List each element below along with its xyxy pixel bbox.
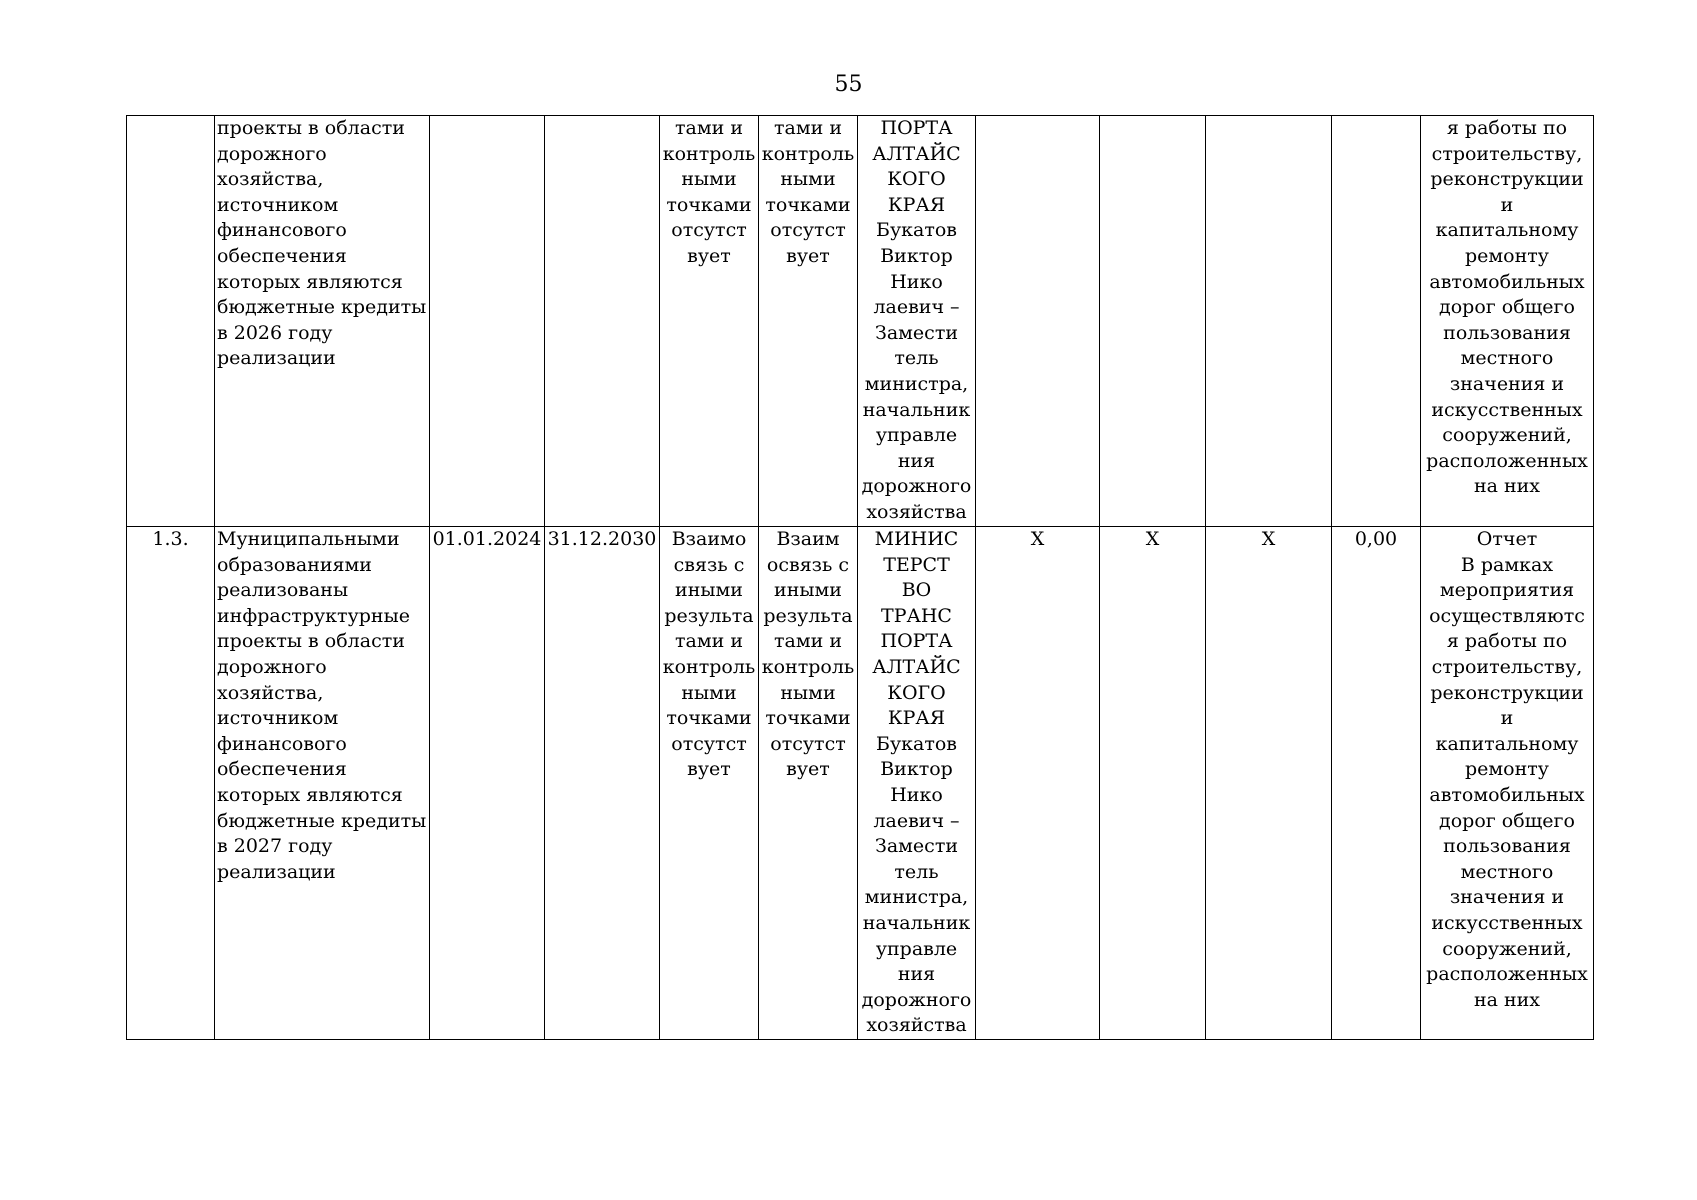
text-line: я работы по <box>1446 117 1568 139</box>
text-line: Замести <box>874 835 958 858</box>
text-line: ными <box>780 168 836 191</box>
document-table <box>126 115 1594 1040</box>
text-line: Букатов <box>876 219 957 242</box>
text-line: контроль <box>761 655 855 678</box>
amount-cell: 0,00 <box>1332 527 1421 1040</box>
text-line: расположенных <box>1426 963 1588 986</box>
text-line: отсутст <box>671 732 747 755</box>
text-line: ния <box>897 963 936 986</box>
text-line: сооружений, <box>1442 937 1572 960</box>
text-line: хозяйства, <box>217 681 324 704</box>
text-line: Нико <box>890 270 943 293</box>
text-line: автомобильных <box>1429 783 1585 806</box>
value-cell: X <box>976 527 1100 1040</box>
amount-cell <box>1332 116 1421 527</box>
text-line: МИНИС <box>874 528 959 550</box>
text-line: управле <box>875 424 958 447</box>
page-number: 55 <box>834 72 863 97</box>
text-line: Муниципальными <box>217 528 400 550</box>
text-line: начальник <box>862 911 971 934</box>
start-date-cell: 01.01.2024 <box>430 527 545 1040</box>
text-line: на них <box>1473 475 1541 498</box>
text-line: освязь с <box>766 553 850 576</box>
text-line: Нико <box>890 783 943 806</box>
text-line: тель <box>894 347 939 370</box>
text-line: капитальному <box>1435 732 1579 755</box>
text-line: образованиями <box>217 553 372 576</box>
text-line: и <box>1500 193 1514 216</box>
text-line: хозяйства <box>866 500 967 523</box>
text-line: в 2027 году <box>217 835 333 858</box>
text-line: начальник <box>862 398 971 421</box>
text-line: Взаимо <box>671 528 747 550</box>
text-line: точками <box>765 193 851 216</box>
text-line: дорожного <box>217 142 327 165</box>
text-line: пользования <box>1443 321 1571 344</box>
text-line: капитальному <box>1435 219 1579 242</box>
text-line: Отчет <box>1476 528 1538 550</box>
measure-name-cell <box>215 116 430 527</box>
text-line: КОГО <box>887 681 946 704</box>
text-line: тами и <box>675 117 743 139</box>
responsible-cell <box>858 116 976 527</box>
text-line: значения и <box>1449 886 1565 909</box>
text-line: которых являются <box>217 270 403 293</box>
text-line: источником <box>217 193 339 216</box>
text-line: обеспечения <box>217 758 347 781</box>
row-number-cell: 1.3. <box>127 527 215 1040</box>
text-line: вует <box>786 758 830 781</box>
text-line: бюджетные кредиты <box>217 809 427 832</box>
text-line: лаевич – <box>873 296 960 319</box>
measure-name-cell <box>215 527 430 1040</box>
text-line: лаевич – <box>873 809 960 832</box>
value-cell <box>1206 116 1332 527</box>
text-line: ремонту <box>1465 244 1549 267</box>
text-line: проекты в области <box>217 630 405 653</box>
text-line: финансового <box>217 732 347 755</box>
text-line: точками <box>666 193 752 216</box>
text-line: искусственных <box>1431 398 1583 421</box>
text-line: реконструкции <box>1430 168 1584 191</box>
text-line: точками <box>666 707 752 730</box>
value-cell <box>1100 116 1206 527</box>
text-line: КРАЯ <box>887 193 946 216</box>
text-line: ПОРТА <box>880 630 953 653</box>
text-line: контроль <box>761 142 855 165</box>
text-line: которых являются <box>217 783 403 806</box>
text-line: в 2026 году <box>217 321 333 344</box>
start-date-cell <box>430 116 545 527</box>
text-line: дорожного <box>861 988 972 1011</box>
value-cell: X <box>1100 527 1206 1040</box>
text-line: Виктор <box>880 758 953 781</box>
text-line: вует <box>687 244 731 267</box>
text-line: контроль <box>662 655 756 678</box>
link-cell <box>759 527 858 1040</box>
text-line: ПОРТА <box>880 117 953 139</box>
text-line: отсутст <box>671 219 747 242</box>
text-line: ными <box>780 681 836 704</box>
text-line: ными <box>681 168 737 191</box>
text-line: Букатов <box>876 732 957 755</box>
text-line: КРАЯ <box>887 707 946 730</box>
text-line: строительству, <box>1431 655 1583 678</box>
text-line: хозяйства <box>866 1014 967 1037</box>
text-line: инфраструктурные <box>217 604 410 627</box>
row-number-cell <box>127 116 215 527</box>
text-line: ВО <box>901 579 932 602</box>
text-line: осуществляютс <box>1429 604 1585 627</box>
end-date-cell: 31.12.2030 <box>545 527 660 1040</box>
text-line: вует <box>687 758 731 781</box>
text-line: ТРАНС <box>881 604 952 627</box>
text-line: ремонту <box>1465 758 1549 781</box>
text-line: автомобильных <box>1429 270 1585 293</box>
text-line: министра, <box>864 372 969 395</box>
text-line: реализации <box>217 347 336 370</box>
text-line: точками <box>765 707 851 730</box>
end-date-cell <box>545 116 660 527</box>
text-line: иными <box>774 579 842 602</box>
text-line: ния <box>897 449 936 472</box>
value-cell: X <box>1206 527 1332 1040</box>
text-line: КОГО <box>887 168 946 191</box>
text-line: ТЕРСТ <box>883 553 950 576</box>
text-line: связь с <box>673 553 745 576</box>
text-line: В рамках <box>1460 553 1554 576</box>
text-line: реализованы <box>217 579 349 602</box>
text-line: источником <box>217 707 339 730</box>
text-line: реализации <box>217 860 336 883</box>
text-line: вует <box>786 244 830 267</box>
result-cell <box>1421 116 1594 527</box>
text-line: местного <box>1460 347 1554 370</box>
text-line: дорог общего <box>1439 809 1575 832</box>
text-line: ными <box>681 681 737 704</box>
result-cell <box>1421 527 1594 1040</box>
text-line: АЛТАЙС <box>872 655 961 678</box>
text-line: результа <box>763 604 853 627</box>
text-line: искусственных <box>1431 911 1583 934</box>
text-line: тами и <box>675 630 743 653</box>
text-line: дорожного <box>217 655 327 678</box>
text-line: тами и <box>774 630 842 653</box>
table-row <box>127 116 1594 527</box>
text-line: иными <box>675 579 743 602</box>
text-line: бюджетные кредиты <box>217 296 427 319</box>
text-line: дорог общего <box>1439 296 1575 319</box>
text-line: Виктор <box>880 244 953 267</box>
link-cell <box>759 116 858 527</box>
text-line: проекты в области <box>217 117 405 139</box>
text-line: расположенных <box>1426 449 1588 472</box>
link-cell <box>660 116 759 527</box>
text-line: Взаим <box>776 528 840 550</box>
text-line: сооружений, <box>1442 424 1572 447</box>
value-cell <box>976 116 1100 527</box>
text-line: и <box>1500 707 1514 730</box>
text-line: я работы по <box>1446 630 1568 653</box>
text-line: тами и <box>774 117 842 139</box>
text-line: министра, <box>864 886 969 909</box>
text-line: значения и <box>1449 372 1565 395</box>
text-line: отсутст <box>770 219 846 242</box>
text-line: Замести <box>874 321 958 344</box>
text-line: строительству, <box>1431 142 1583 165</box>
text-line: обеспечения <box>217 244 347 267</box>
text-line: управле <box>875 937 958 960</box>
link-cell <box>660 527 759 1040</box>
table-row <box>127 527 1594 1040</box>
text-line: АЛТАЙС <box>872 142 961 165</box>
text-line: тель <box>894 860 939 883</box>
text-line: результа <box>664 604 754 627</box>
text-line: дорожного <box>861 475 972 498</box>
responsible-cell <box>858 527 976 1040</box>
text-line: мероприятия <box>1439 579 1575 602</box>
text-line: на них <box>1473 988 1541 1011</box>
text-line: реконструкции <box>1430 681 1584 704</box>
text-line: пользования <box>1443 835 1571 858</box>
text-line: финансового <box>217 219 347 242</box>
text-line: местного <box>1460 860 1554 883</box>
text-line: хозяйства, <box>217 168 324 191</box>
text-line: контроль <box>662 142 756 165</box>
text-line: отсутст <box>770 732 846 755</box>
